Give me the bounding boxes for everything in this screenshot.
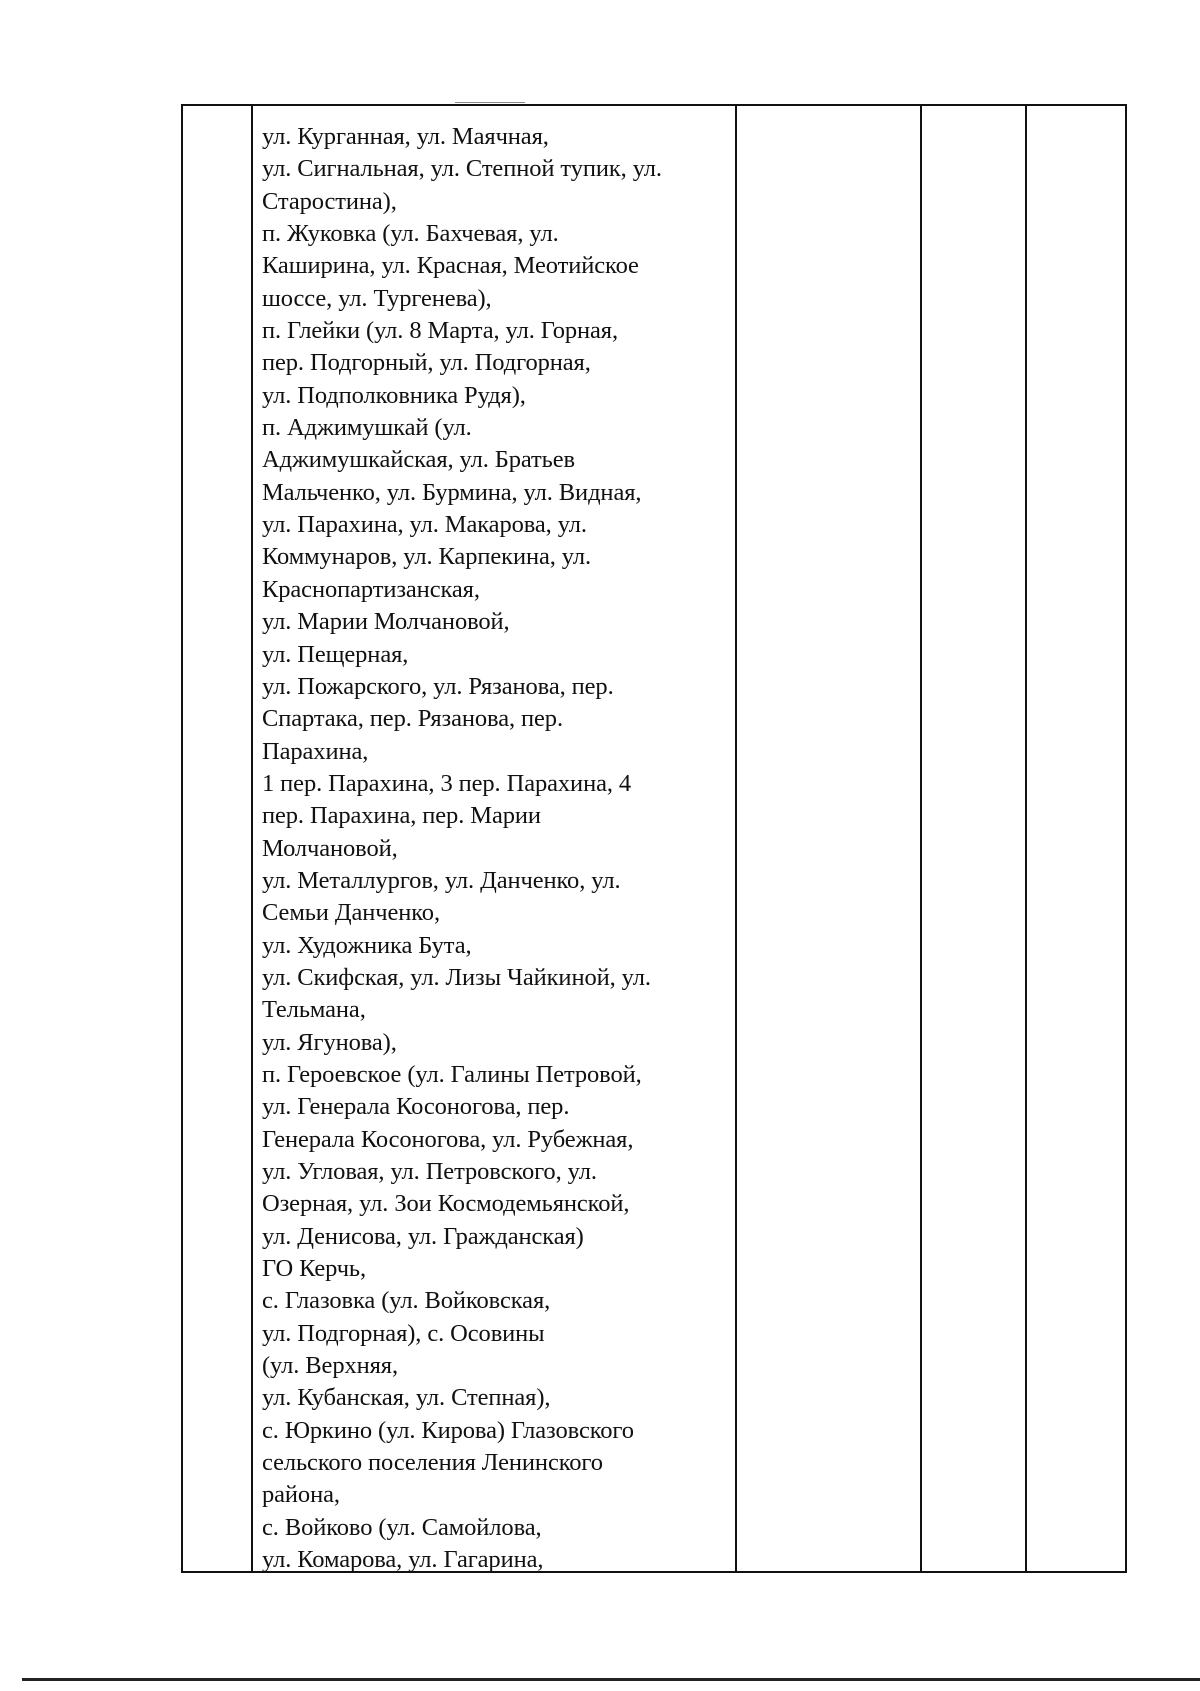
address-line: Мальченко, ул. Бурмина, ул. Видная, [262,478,642,506]
address-line: ул. Пожарского, ул. Рязанова, пер. [262,672,614,700]
address-line: (ул. Верхняя, [262,1352,398,1380]
address-line: ул. Подгорная), с. Осовины [262,1319,545,1347]
table-cell-column-3 [737,106,922,1571]
address-line: ул. Генерала Косоногова, пер. [262,1093,570,1121]
address-line: п. Героевское (ул. Галины Петровой, [262,1060,642,1088]
address-line: Спартака, пер. Рязанова, пер. [262,705,563,733]
address-line: ул. Угловая, ул. Петровского, ул. [262,1158,597,1185]
address-line: Парахина, [262,737,369,765]
address-line: ул. Кубанская, ул. Степная), [262,1384,551,1412]
address-line: Старостина), [262,187,397,215]
footer-rule [22,1678,1200,1681]
address-line: пер. Подгорный, ул. Подгорная, [262,349,591,377]
address-line: 1 пер. Парахина, 3 пер. Парахина, 4 [262,769,632,797]
table-cell-column-5 [1027,106,1125,1571]
address-line: ул. Комарова, ул. Гагарина, [262,1546,544,1574]
address-line: Тельмана, [262,996,366,1024]
address-line: шоссе, ул. Тургенева), [262,284,492,312]
address-line: ул. Ягунова), [262,1028,397,1056]
address-line: ул. Курганная, ул. Маячная, [262,123,549,150]
address-line: ул. Подполковника Рудя), [262,381,526,409]
address-line: ул. Парахина, ул. Макарова, ул. [262,511,587,539]
address-line: с. Юркино (ул. Кирова) Глазовского [262,1416,634,1444]
address-line: с. Глазовка (ул. Войковская, [262,1287,551,1315]
address-line: п. Глейки (ул. 8 Марта, ул. Горная, [262,317,618,345]
address-line: Семьи Данченко, [262,899,440,927]
table-cell-column-4 [922,106,1027,1571]
address-line: п. Жуковка (ул. Бахчевая, ул. [262,220,559,248]
address-line: ул. Металлургов, ул. Данченко, ул. [262,866,621,894]
address-line: ГО Керчь, [262,1255,367,1283]
address-line: Каширина, ул. Красная, Меотийское [262,252,639,280]
address-line: Аджимушкайская, ул. Братьев [262,446,575,474]
address-line: ул. Марии Молчановой, [262,608,510,636]
address-line: Коммунаров, ул. Карпекина, ул. [262,543,592,571]
document-table [181,104,1127,1573]
address-line: ул. Скифская, ул. Лизы Чайкиной, ул. [262,963,651,991]
address-line: Молчановой, [262,834,398,862]
address-line: пер. Парахина, пер. Марии [262,802,541,830]
table-cell-number [183,106,253,1571]
scan-artifact [455,102,525,103]
address-line: ул. Сигнальная, ул. Степной тупик, ул. [262,155,662,183]
address-line: Краснопартизанская, [262,575,480,603]
address-line: ул. Денисова, ул. Гражданская) [262,1222,584,1250]
address-line: Озерная, ул. Зои Космодемьянской, [262,1190,630,1218]
address-list [253,106,735,1576]
address-line: Генерала Косоногова, ул. Рубежная, [262,1125,634,1153]
address-line: п. Аджимушкай (ул. [262,414,472,442]
address-line: ул. Пещерная, [262,640,409,668]
address-line: ул. Художника Бута, [262,931,472,959]
address-line: с. Войково (ул. Самойлова, [262,1513,542,1541]
table-cell-addresses [253,106,737,1574]
address-line: сельского поселения Ленинского [262,1449,603,1477]
address-line: района, [262,1481,340,1509]
